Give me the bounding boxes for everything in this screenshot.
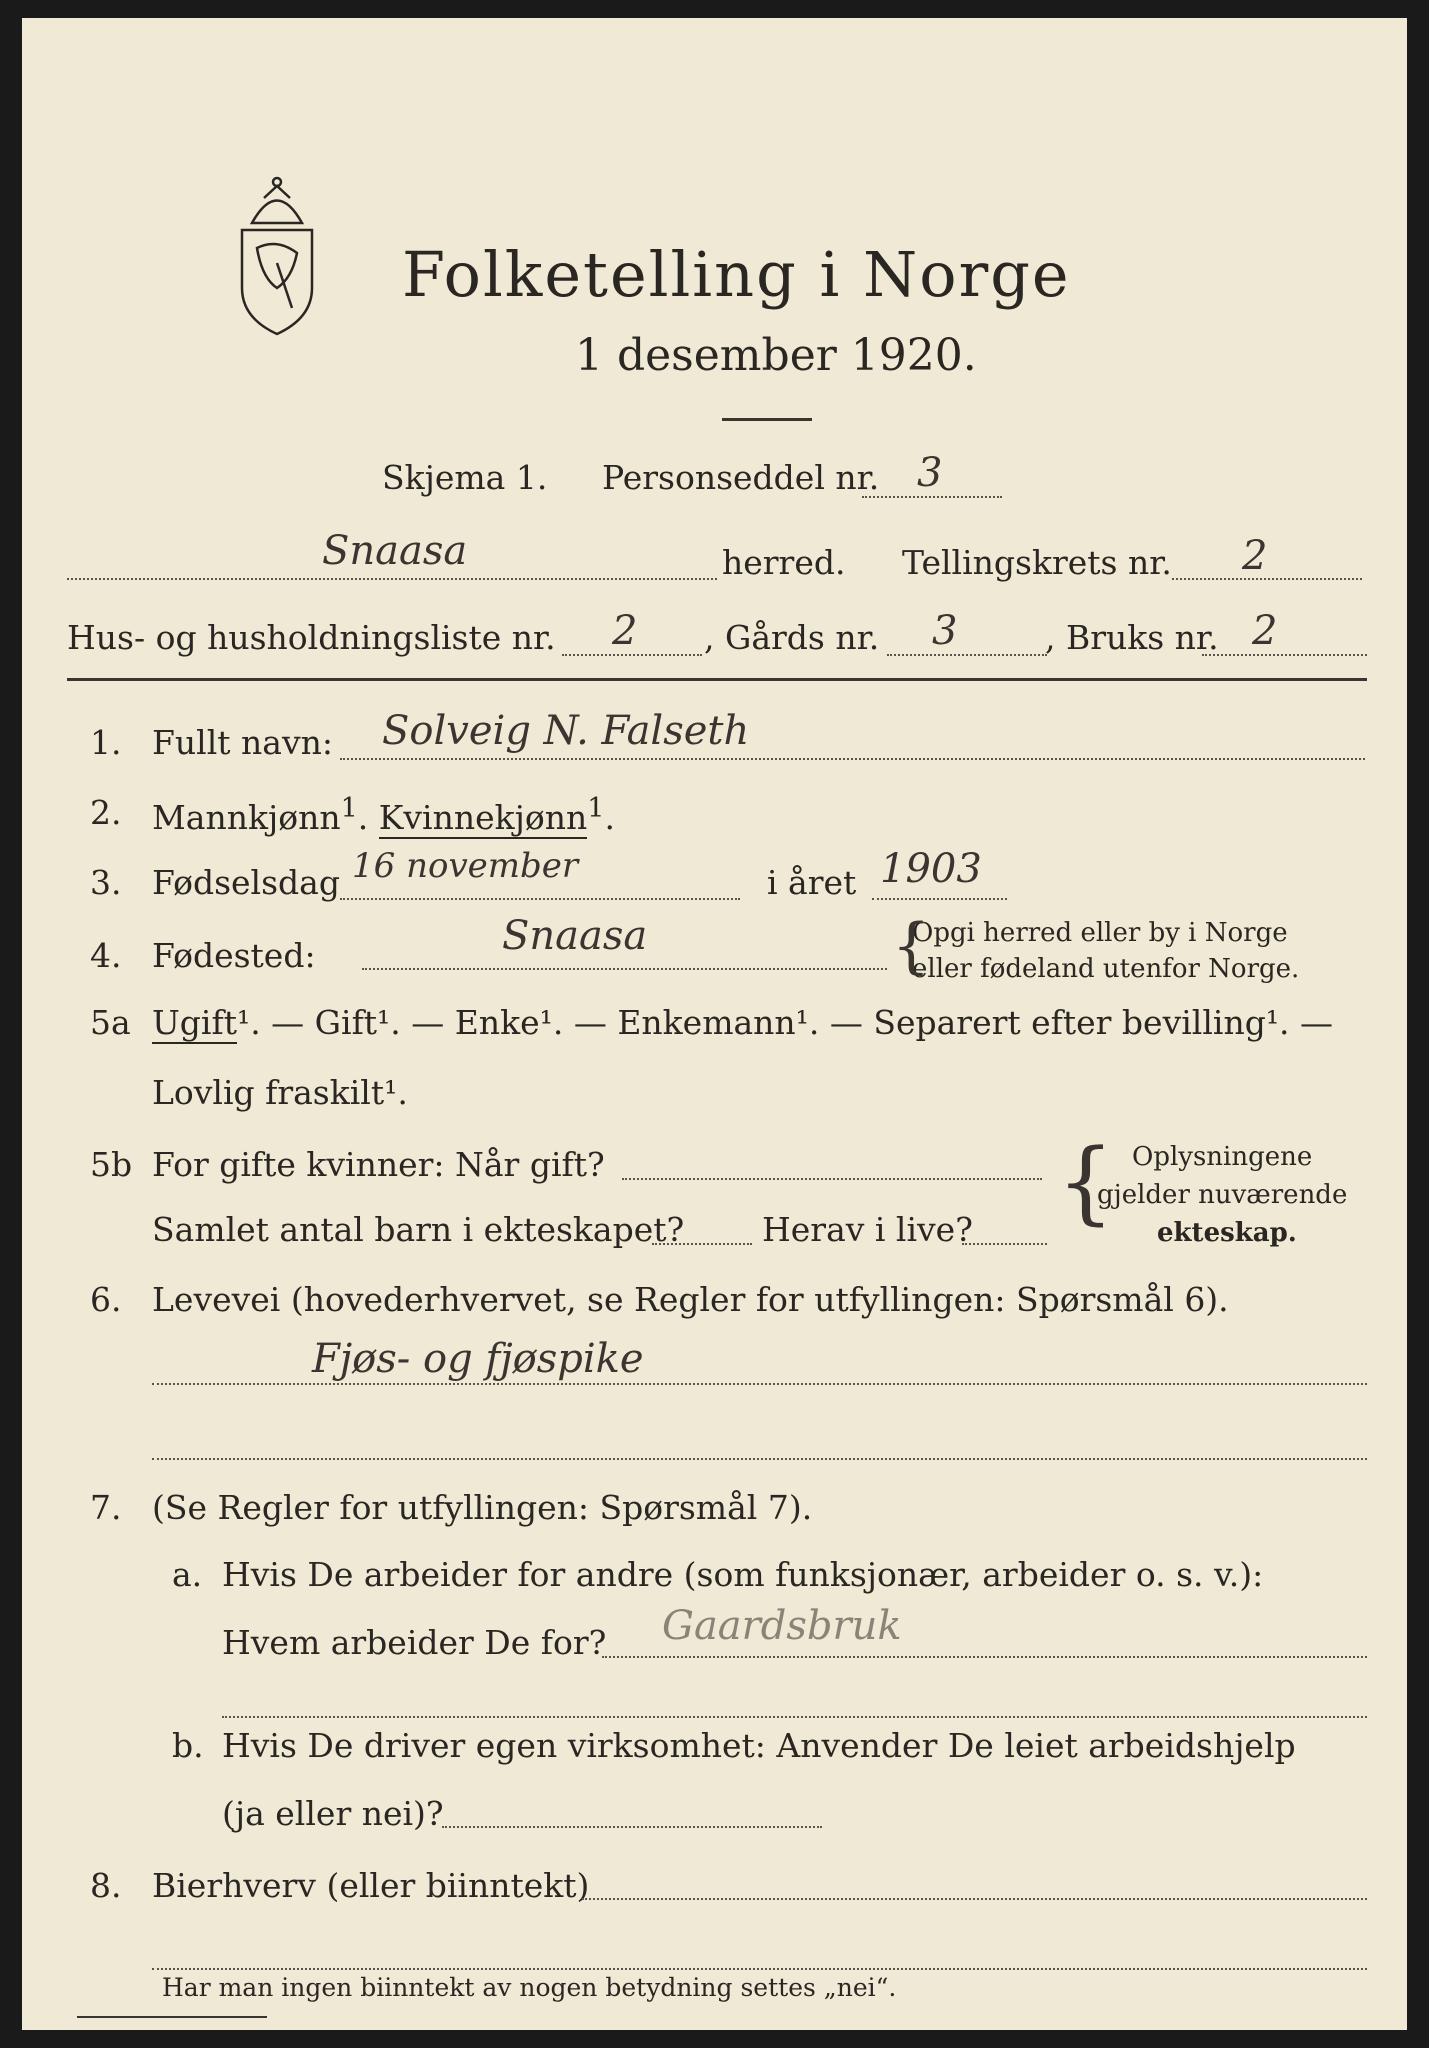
q4-value: Snaasa bbox=[502, 913, 648, 959]
q6-spacer-line bbox=[152, 1458, 1367, 1460]
q3-date-line bbox=[340, 898, 740, 900]
footnote-rule bbox=[77, 2016, 267, 2018]
q3-value: 16 november bbox=[352, 846, 579, 886]
q6-line bbox=[152, 1383, 1367, 1385]
husliste-line bbox=[562, 654, 702, 656]
q7b-line1: Hvis De driver egen virksomhet: Anvender De leiet arbeidshjelp bbox=[222, 1726, 1296, 1765]
personseddel-value: 3 bbox=[917, 450, 943, 496]
tellingskrets-label: Tellingskrets nr. bbox=[902, 543, 1172, 582]
q4-note-line2: eller fødeland utenfor Norge. bbox=[912, 954, 1300, 984]
q5b-married-line bbox=[622, 1178, 1042, 1180]
q2-separator: . bbox=[357, 798, 369, 837]
q7a-value: Gaardsbruk bbox=[662, 1603, 902, 1649]
q8-line bbox=[582, 1898, 1367, 1900]
q7a-line2: Hvem arbeider De for? bbox=[222, 1623, 607, 1662]
q2-male-footnote: 1 bbox=[340, 793, 358, 824]
q5b-note-line3: ekteskap. bbox=[1157, 1218, 1297, 1248]
q5a-line1 bbox=[152, 1003, 1333, 1042]
q5b-line2b: Herav i live? bbox=[762, 1210, 973, 1249]
q4-note-line1: Opgi herred eller by i Norge bbox=[912, 918, 1288, 948]
husliste-value: 2 bbox=[612, 608, 638, 654]
q8-number: 8. bbox=[90, 1866, 122, 1905]
q5a-ugift-underlined: Ugift bbox=[152, 1003, 237, 1042]
bruks-value: 2 bbox=[1252, 608, 1278, 654]
q3-label: Fødselsdag bbox=[152, 863, 340, 902]
page-title: Folketelling i Norge bbox=[402, 238, 1071, 311]
q5b-note-line1: Oplysningene bbox=[1132, 1142, 1313, 1172]
q2-female-footnote: 1 bbox=[587, 793, 605, 824]
q7a-letter: a. bbox=[172, 1555, 203, 1594]
q1-label: Fullt navn: bbox=[152, 723, 333, 762]
q4-note-brace: { bbox=[892, 911, 931, 981]
tellingskrets-value: 2 bbox=[1242, 533, 1268, 579]
q4-line bbox=[362, 968, 887, 970]
q2-options bbox=[152, 793, 615, 837]
q1-value: Solveig N. Falseth bbox=[382, 708, 750, 754]
footer-note: Har man ingen biinntekt av nogen betydning settes „nei“. bbox=[162, 1973, 897, 2002]
q2-female-option-underlined: Kvinnekjønn bbox=[378, 798, 588, 837]
q3-year-line bbox=[872, 898, 1007, 900]
bruks-line bbox=[1202, 654, 1367, 656]
q5a-other-options: ¹. — Gift¹. — Enke¹. — Enkemann¹. — Separert efter bevilling¹. — bbox=[236, 1003, 1334, 1042]
q5b-note-brace: { bbox=[1057, 1130, 1115, 1235]
title-divider bbox=[722, 418, 812, 421]
q1-line bbox=[340, 758, 1365, 760]
herred-value: Snaasa bbox=[322, 528, 468, 574]
q3-number: 3. bbox=[90, 863, 122, 902]
husliste-label: Hus- og husholdningsliste nr. bbox=[67, 618, 556, 657]
q7-label: (Se Regler for utfyllingen: Spørsmål 7). bbox=[152, 1488, 813, 1527]
q4-label: Fødested: bbox=[152, 936, 316, 975]
q4-number: 4. bbox=[90, 936, 122, 975]
gards-label: , Gårds nr. bbox=[704, 618, 880, 657]
q8-label: Bierhverv (eller biinntekt) bbox=[152, 1866, 590, 1905]
q7b-letter: b. bbox=[172, 1726, 204, 1765]
q7a-line bbox=[602, 1656, 1367, 1658]
q5b-line1: For gifte kvinner: Når gift? bbox=[152, 1145, 605, 1184]
q5b-note-line2: gjelder nuværende bbox=[1097, 1180, 1348, 1210]
q5a-line2: Lovlig fraskilt¹. bbox=[152, 1073, 408, 1112]
q3-year-label: i året bbox=[767, 863, 857, 902]
q7a-line1: Hvis De arbeider for andre (som funksjonær, arbeider o. s. v.): bbox=[222, 1555, 1264, 1594]
q5a-number: 5a bbox=[90, 1003, 131, 1042]
q8-line-2 bbox=[152, 1968, 1367, 1970]
q1-number: 1. bbox=[90, 723, 122, 762]
q3-year-value: 1903 bbox=[880, 846, 982, 892]
census-date: 1 desember 1920. bbox=[575, 330, 977, 381]
census-form-sheet bbox=[22, 18, 1407, 2030]
coat-of-arms-icon bbox=[222, 168, 332, 338]
q6-number: 6. bbox=[90, 1280, 122, 1319]
gards-value: 3 bbox=[932, 608, 958, 654]
q5b-number: 5b bbox=[90, 1145, 133, 1184]
herred-label: herred. bbox=[722, 543, 846, 582]
personseddel-label: Personseddel nr. bbox=[602, 458, 880, 497]
herred-line bbox=[67, 578, 717, 580]
gards-line bbox=[887, 654, 1047, 656]
q2-end: . bbox=[604, 798, 615, 837]
q2-number: 2. bbox=[90, 793, 122, 832]
q5b-alive-line bbox=[962, 1243, 1047, 1245]
q5b-line2a: Samlet antal barn i ekteskapet? bbox=[152, 1210, 685, 1249]
q6-label: Levevei (hovederhvervet, se Regler for utfyllingen: Spørsmål 6). bbox=[152, 1280, 1229, 1319]
q7a-line-2 bbox=[222, 1716, 1367, 1718]
q5b-children-line bbox=[652, 1243, 752, 1245]
header-divider bbox=[67, 678, 1367, 681]
skjema-label: Skjema 1. bbox=[382, 458, 548, 497]
personseddel-line bbox=[862, 496, 1002, 498]
q2-male-option: Mannkjønn bbox=[152, 798, 341, 837]
q7b-line2: (ja eller nei)? bbox=[222, 1794, 444, 1833]
q7b-line bbox=[442, 1826, 822, 1828]
bruks-label: , Bruks nr. bbox=[1045, 618, 1219, 657]
q6-value: Fjøs- og fjøspike bbox=[312, 1336, 644, 1382]
q7-number: 7. bbox=[90, 1488, 122, 1527]
